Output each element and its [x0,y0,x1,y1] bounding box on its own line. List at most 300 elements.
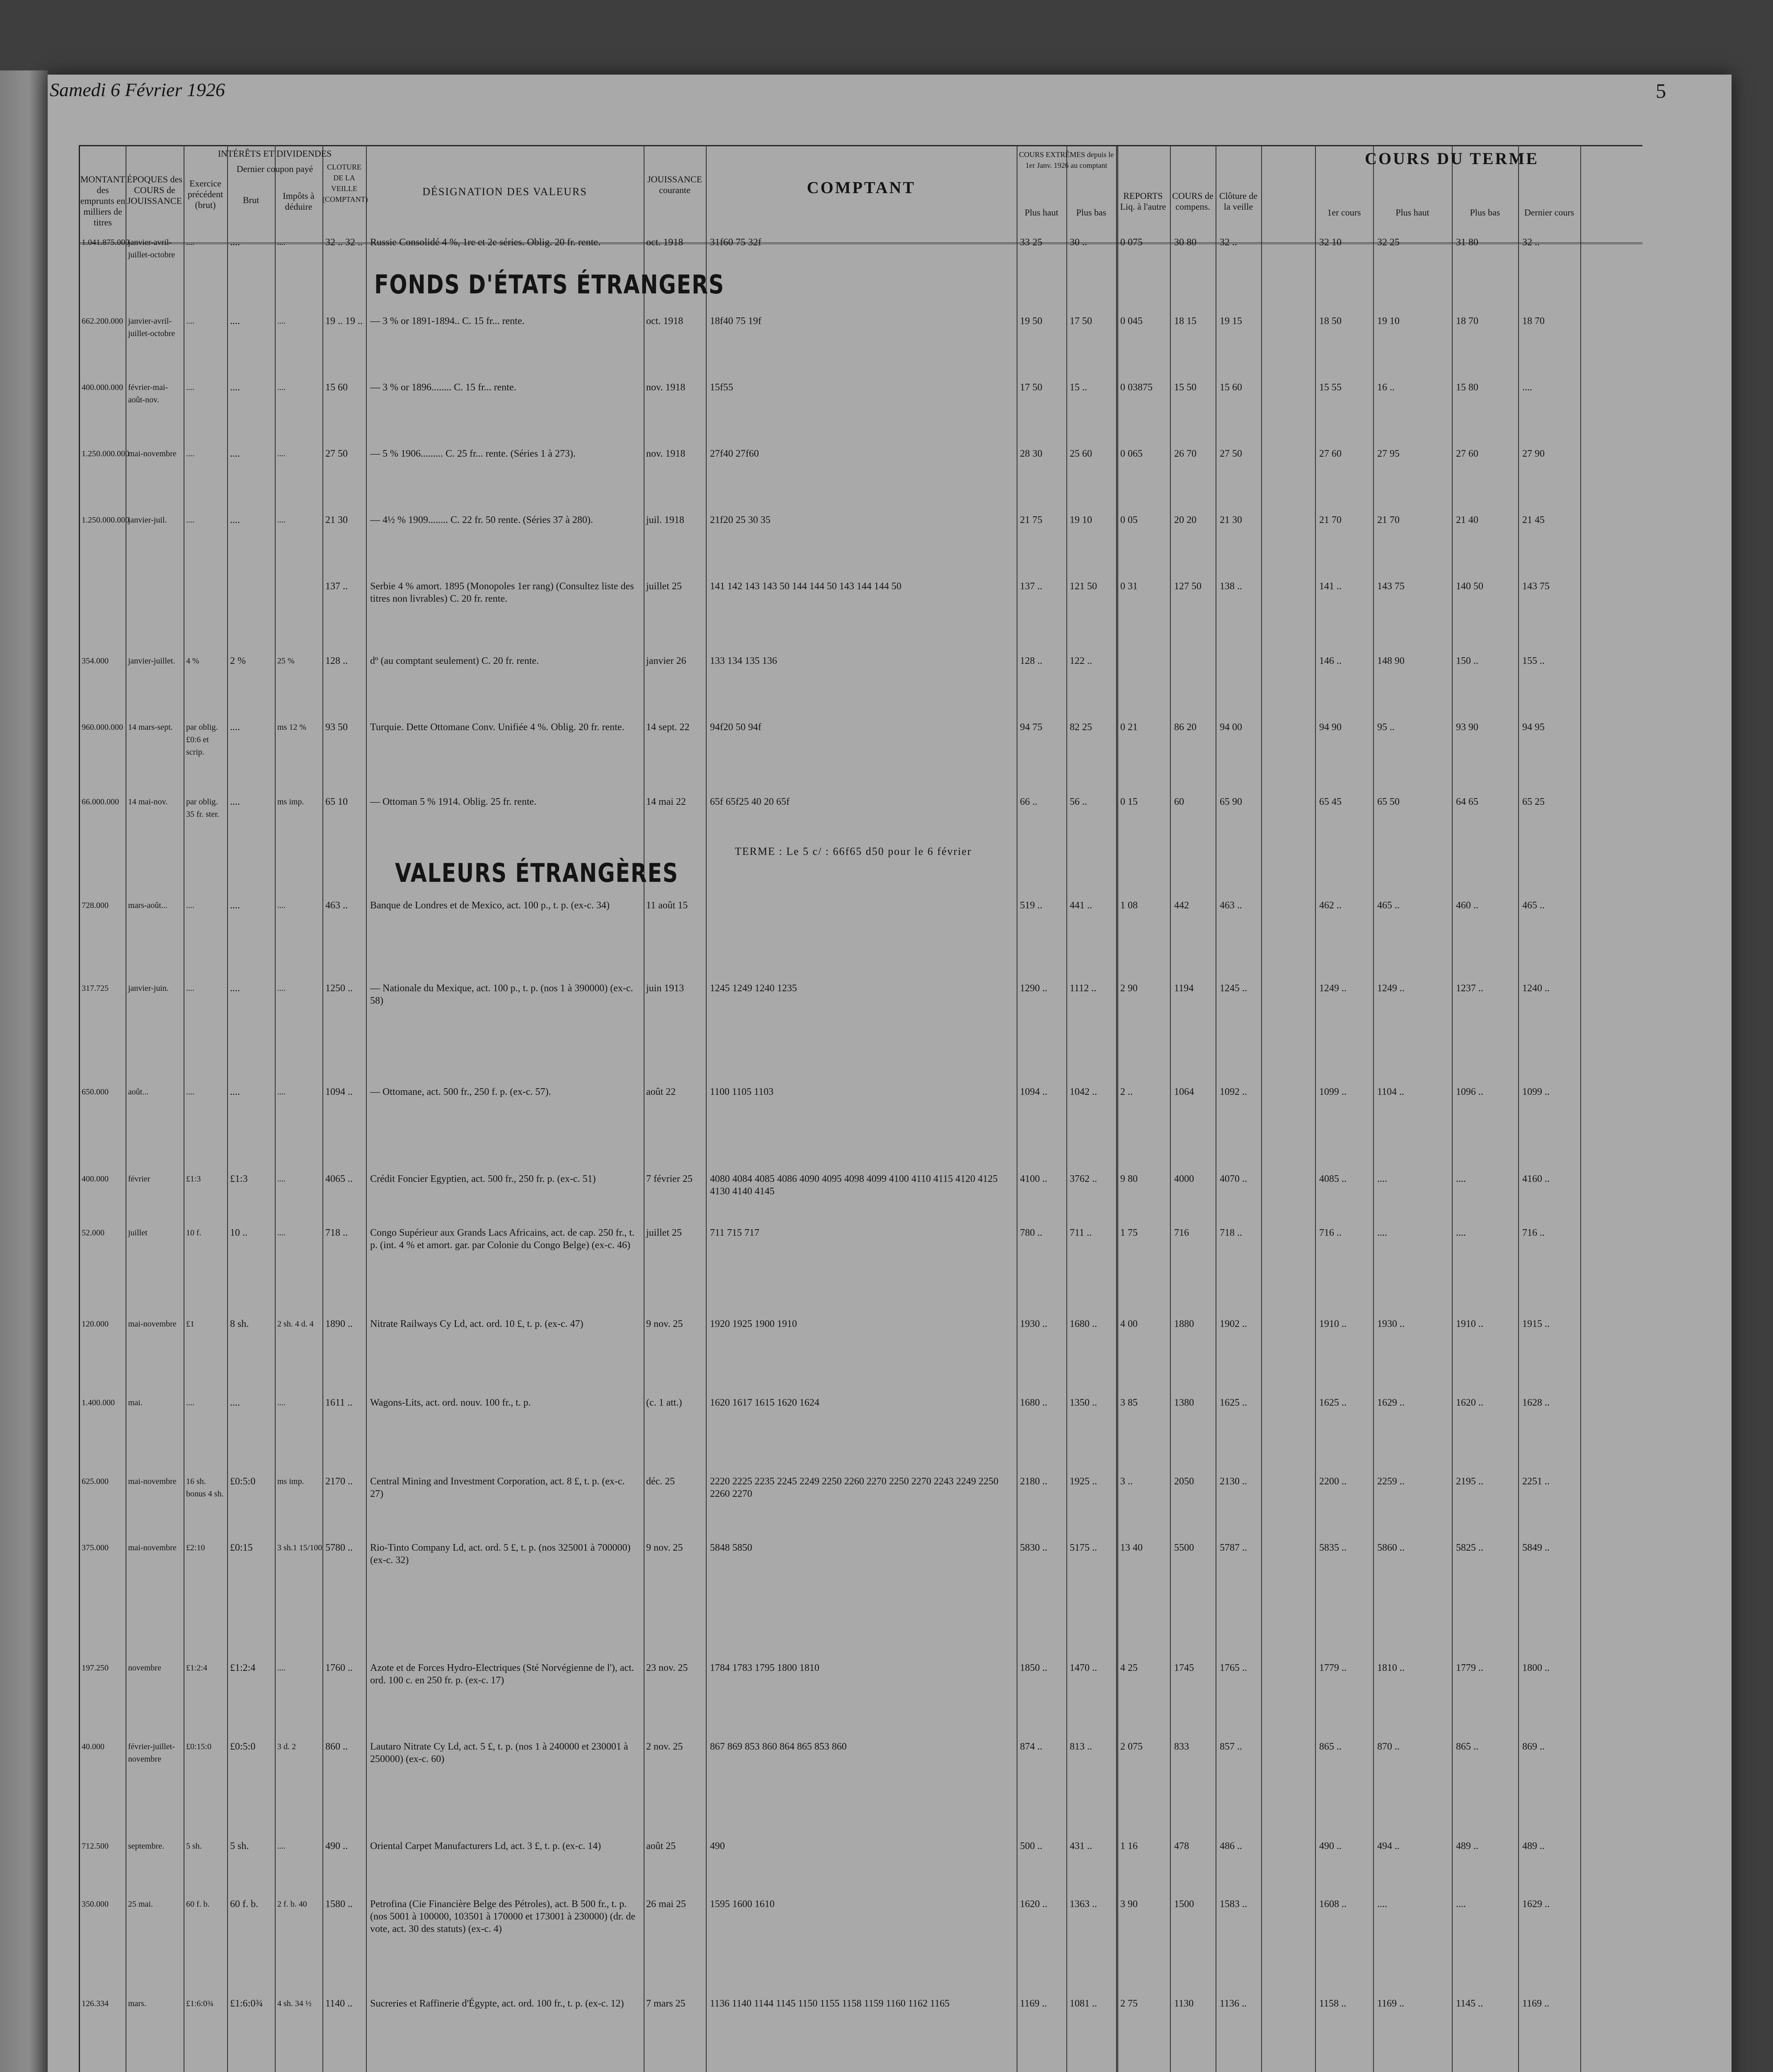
header-cloture: CLOTURE DE LA VEILLE (COMPTANT) [322,163,368,203]
cell-epoque: mai-novembre [128,1477,177,1486]
cell-brut: 8 sh. [230,1319,249,1329]
cell-ph: 519 .. [1020,900,1042,911]
cell-jouis: 14 mai 22 [646,796,686,807]
cell-comptant: 1620 1617 1615 1620 1624 [710,1397,819,1408]
col-line [322,145,323,2072]
cell-ph: 1680 .. [1020,1397,1047,1408]
cell-clot: 860 .. [325,1741,348,1752]
cell-ex: .... [186,1398,194,1407]
cell-pb: 56 .. [1070,796,1087,807]
cell-imp: 3 d. 2 [277,1742,296,1751]
cell-th: 19 10 [1377,316,1400,327]
cell-clot: 65 10 [325,796,348,807]
cell-montant: 662.200.000 [82,317,123,326]
cell-ex: 5 sh. [186,1842,202,1851]
cell-brut: .... [230,983,240,994]
cell-jouis: 9 nov. 25 [646,1319,683,1329]
cell-cv: 486 .. [1220,1841,1242,1852]
cell-imp: 2 sh. 4 d. 4 [277,1319,314,1329]
cell-ph: 2180 .. [1020,1476,1047,1487]
cell-brut: £0:5:0 [230,1476,256,1487]
cell-comptant: 867 869 853 860 864 865 853 860 [710,1741,847,1752]
cell-brut: .... [230,796,240,807]
cell-rep: 4 00 [1120,1319,1138,1329]
cell-td: 1628 .. [1522,1397,1550,1408]
cell-comp: 1130 [1174,1998,1194,2009]
cell-tb: 1910 .. [1456,1319,1483,1329]
cell-t1: 15 55 [1319,382,1342,393]
cell-epoque: mars. [128,1999,146,2008]
header-cours-compens: COURS de compens. [1172,191,1213,212]
cell-ex: 16 sh. bonus 4 sh. [186,1477,224,1498]
cell-desig: Petrofina (Cie Financière Belge des Pétroles), act. B 500 fr., t. p. (nos 5001 à 100000, 103501 à 170000 et 173001 à 230000) (dr. de vote, act. 30 des statuts) (ex-c. 4) [370,1899,635,1934]
cell-tb: 27 60 [1456,448,1478,459]
cell-jouis: 26 mai 25 [646,1899,686,1910]
cell-jouis: déc. 25 [646,1476,675,1487]
cell-comp: 18 15 [1174,316,1197,327]
cell-epoque: février-juillet-novembre [128,1742,175,1764]
cell-td: 27 90 [1522,448,1545,459]
cell-brut: .... [230,237,240,248]
cell-epoque: septembre. [128,1842,165,1851]
cell-cv: 1902 .. [1220,1319,1247,1329]
cell-brut: .... [230,448,240,459]
cell-th: 16 .. [1377,382,1395,393]
cell-imp: .... [277,1228,286,1237]
cell-clot: 1611 .. [325,1397,353,1408]
cell-th: .... [1377,1227,1387,1238]
cell-desig: Banque de Londres et de Mexico, act. 100 p., t. p. (ex-c. 34) [370,900,610,911]
cell-montant: 375.000 [82,1543,109,1552]
cell-ex: .... [186,449,194,458]
cell-desig: dº (au comptant seulement) C. 20 fr. rente. [370,656,539,666]
top-rule [80,145,1642,146]
cell-imp: .... [277,238,286,247]
cell-cv: 1136 .. [1220,1998,1247,2009]
cell-td: 18 70 [1522,316,1545,327]
cell-brut: £1:3 [230,1174,248,1184]
cell-desig: — 3 % or 1891-1894.. C. 15 fr... rente. [370,316,525,327]
cell-ex: £0:15:0 [186,1742,212,1751]
cell-pb: 30 .. [1070,237,1087,248]
cell-jouis: août 22 [646,1087,676,1097]
cell-ex: par oblig. 35 fr. ster. [186,797,219,819]
cell-cv: 27 50 [1220,448,1242,459]
cell-comptant: 18f40 75 19f [710,316,761,327]
cell-tb: 2195 .. [1456,1476,1483,1487]
cell-jouis: nov. 1918 [646,382,685,393]
cell-clot: 4065 .. [325,1174,353,1184]
cell-clot: 19 .. 19 .. [325,316,363,327]
cell-th: 1629 .. [1377,1397,1405,1408]
cell-comp: 1745 [1174,1663,1194,1673]
cell-t1: 462 .. [1319,900,1342,911]
cell-ph: 1094 .. [1020,1087,1047,1097]
cell-rep: 4 25 [1120,1663,1138,1673]
cell-t1: 141 .. [1319,581,1342,592]
cell-ph: 874 .. [1020,1741,1042,1752]
cell-td: 489 .. [1522,1841,1545,1852]
cell-t1: 490 .. [1319,1841,1342,1852]
cell-jouis: oct. 1918 [646,316,683,327]
cell-brut: .... [230,722,240,733]
cell-imp: 4 sh. 34 ½ [277,1999,312,2008]
cell-jouis: 14 sept. 22 [646,722,690,733]
cell-t1: 5835 .. [1319,1542,1347,1553]
cell-t1: 2200 .. [1319,1476,1347,1487]
cell-t1: 865 .. [1319,1741,1342,1752]
cell-clot: 27 50 [325,448,348,459]
cell-tb: 64 65 [1456,796,1478,807]
header-plus-haut: Plus haut [1025,207,1058,218]
cell-pb: 121 50 [1070,581,1097,592]
cell-th: 1930 .. [1377,1319,1405,1329]
cell-ex: 10 f. [186,1228,201,1237]
cell-comp: 2050 [1174,1476,1194,1487]
cell-rep: 0 045 [1120,316,1143,327]
header-terme-plus-bas: Plus bas [1470,207,1500,218]
cell-pb: 5175 .. [1070,1542,1097,1553]
cell-epoque: 14 mars-sept. [128,723,173,732]
cell-desig: — Ottoman 5 % 1914. Oblig. 25 fr. rente. [370,796,537,807]
cell-td: 1240 .. [1522,983,1550,994]
cell-clot: 463 .. [325,900,348,911]
cell-ph: 33 25 [1020,237,1042,248]
cell-brut: .... [230,515,240,525]
cell-rep: 2 .. [1120,1087,1133,1097]
cell-t1: 94 90 [1319,722,1342,733]
section-title-valeurs-etrangeres: VALEURS ÉTRANGÈRES [395,858,679,888]
header-premier-cours: 1er cours [1327,207,1361,218]
cell-cv: 65 90 [1220,796,1242,807]
cell-cv: 1583 .. [1220,1899,1247,1910]
cell-cv: 32 .. [1220,237,1237,248]
header-terme-plus-haut: Plus haut [1395,207,1429,218]
cell-comptant: 1100 1105 1103 [710,1087,774,1097]
cell-montant: 650.000 [82,1087,109,1097]
cell-pb: 82 25 [1070,722,1092,733]
cell-rep: 0 03875 [1120,382,1153,393]
quotation-table [79,145,1642,2072]
cell-t1: 1099 .. [1319,1087,1347,1097]
cell-ex: .... [186,516,194,525]
cell-t1: 1158 .. [1319,1998,1347,2009]
header-brut: Brut [242,195,259,205]
cell-td: 4160 .. [1522,1174,1550,1184]
cell-desig: Sucreries et Raffinerie d'Égypte, act. ord. 100 fr., t. p. (ex-c. 12) [370,1998,624,2009]
cell-tb: 1779 .. [1456,1663,1483,1673]
cell-tb: 1145 .. [1456,1998,1483,2009]
cell-montant: 317.725 [82,984,109,993]
cell-epoque: janvier-avril-juillet-octobre [128,238,175,259]
cell-clot: 128 .. [325,656,348,666]
cell-montant: 1.250.000.000 [82,449,129,458]
header-exercice: Exercice précédent (brut) [187,178,223,210]
col-line [366,145,367,2072]
cell-montant: 40.000 [82,1742,104,1751]
cell-td: 465 .. [1522,900,1545,911]
col-line [1116,145,1118,2072]
cell-th: .... [1377,1899,1387,1910]
cell-clot: 1580 .. [325,1899,353,1910]
cell-comptant: 65f 65f25 40 20 65f [710,796,790,807]
cell-ph: 5830 .. [1020,1542,1047,1553]
cell-rep: 1 08 [1120,900,1138,911]
cell-tb: 460 .. [1456,900,1478,911]
cell-ph: 780 .. [1020,1227,1042,1238]
cell-desig: Nitrate Railways Cy Ld, act. ord. 10 £, t. p. (ex-c. 47) [370,1319,584,1329]
cell-cv: 1625 .. [1220,1397,1247,1408]
cell-imp: 3 sh.1 15/100 [277,1543,322,1552]
cell-cv: 1765 .. [1220,1663,1247,1673]
cell-tb: .... [1456,1899,1466,1910]
cell-ph: 137 .. [1020,581,1042,592]
cell-cv: 463 .. [1220,900,1242,911]
cell-clot: 2170 .. [325,1476,353,1487]
cell-ph: 4100 .. [1020,1174,1047,1184]
cell-brut: .... [230,316,240,327]
cell-cv: 19 15 [1220,316,1242,327]
cell-jouis: nov. 1918 [646,448,685,459]
cell-pb: 1081 .. [1070,1998,1097,2009]
cell-rep: 2 90 [1120,983,1138,994]
cell-tb: 5825 .. [1456,1542,1483,1553]
cell-comptant: 1920 1925 1900 1910 [710,1319,797,1329]
cell-comp: 1380 [1174,1397,1194,1408]
cell-ph: 66 .. [1020,796,1037,807]
cell-pb: 19 10 [1070,515,1092,525]
cell-ph: 19 50 [1020,316,1042,327]
cell-epoque: mai-novembre [128,1543,177,1552]
cell-jouis: 11 août 15 [646,900,688,911]
cell-imp: .... [277,1174,286,1184]
cell-td: 716 .. [1522,1227,1545,1238]
cell-td: 143 75 [1522,581,1550,592]
cell-clot: 1760 .. [325,1663,353,1673]
cell-clot: 718 .. [325,1227,348,1238]
cell-epoque: novembre [128,1663,161,1673]
cell-td: 1169 .. [1522,1998,1550,2009]
cell-tb: 489 .. [1456,1841,1478,1852]
cell-epoque: janvier-avril-juillet-octobre [128,317,175,338]
cell-th: 65 50 [1377,796,1400,807]
cell-jouis: 9 nov. 25 [646,1542,683,1553]
cell-th: 494 .. [1377,1841,1400,1852]
cell-comp: 716 [1174,1227,1189,1238]
cell-ph: 94 75 [1020,722,1042,733]
cell-desig: Lautaro Nitrate Cy Ld, act. 5 £, t. p. (nos 1 à 240000 et 230001 à 250000) (ex-c. 60) [370,1741,628,1765]
cell-ph: 500 .. [1020,1841,1042,1852]
cell-comptant: 5848 5850 [710,1542,752,1553]
cell-desig: Oriental Carpet Manufacturers Ld, act. 3 £, t. p. (ex-c. 14) [370,1841,601,1852]
cell-td: 1915 .. [1522,1319,1550,1329]
cell-montant: 1.250.000.000 [82,516,129,525]
cell-clot: 93 50 [325,722,348,733]
cell-th: 143 75 [1377,581,1405,592]
cell-pb: 813 .. [1070,1741,1092,1752]
cell-td: 21 45 [1522,515,1545,525]
cell-ph: 28 30 [1020,448,1042,459]
cell-clot: 21 30 [325,515,348,525]
cell-pb: 431 .. [1070,1841,1092,1852]
cell-tb: 150 .. [1456,656,1478,666]
cell-clot: 490 .. [325,1841,348,1852]
cell-rep: 1 16 [1120,1841,1138,1852]
cell-imp: .... [277,984,286,993]
cell-imp: ms imp. [277,1477,304,1486]
col-line [706,145,707,2072]
cell-brut: 10 .. [230,1227,247,1238]
cell-t1: 1249 .. [1319,983,1347,994]
cell-clot: 137 .. [325,581,348,592]
col-line [1066,145,1067,2072]
cell-td: 1629 .. [1522,1899,1550,1910]
cell-tb: 140 50 [1456,581,1483,592]
cell-montant: 728.000 [82,901,109,910]
header-plus-bas: Plus bas [1076,207,1107,218]
cell-ph: 128 .. [1020,656,1042,666]
cell-montant: 126.334 [82,1999,109,2008]
cell-pb: 1680 .. [1070,1319,1097,1329]
cell-td: 1099 .. [1522,1087,1550,1097]
cell-imp: .... [277,901,286,910]
col-line [1580,145,1581,2072]
cell-clot: 1890 .. [325,1319,353,1329]
cell-tb: 1096 .. [1456,1087,1483,1097]
cell-desig: Crédit Foncier Egyptien, act. 500 fr., 250 fr. p. (ex-c. 51) [370,1174,596,1184]
cell-tb: 31 80 [1456,237,1478,248]
cell-ex: .... [186,984,194,993]
cell-clot: 32 .. 32 .. [325,237,363,248]
cell-th: 32 25 [1377,237,1400,248]
cell-pb: 1470 .. [1070,1663,1097,1673]
cell-th: 1810 .. [1377,1663,1405,1673]
cell-th: 1169 .. [1377,1998,1405,2009]
header-cours-du-terme: COURS DU TERME [1365,149,1539,168]
col-line [1261,145,1262,2072]
cell-epoque: 14 mai-nov. [128,797,168,806]
cell-rep: 0 15 [1120,796,1138,807]
cell-th: 21 70 [1377,515,1400,525]
cell-td: 1800 .. [1522,1663,1550,1673]
cell-ex: £2:10 [186,1543,205,1552]
col-line [1373,145,1374,2072]
cell-desig: Rio-Tinto Company Ld, act. ord. 5 £, t. p. (nos 325001 à 700000) (ex-c. 32) [370,1542,631,1566]
cell-jouis: juillet 25 [646,1227,682,1238]
cell-brut: .... [230,1087,240,1097]
cell-montant: 52.000 [82,1228,104,1237]
cell-comp: 1880 [1174,1319,1194,1329]
header-designation: DÉSIGNATION DES VALEURS [422,186,587,198]
cell-td: 5849 .. [1522,1542,1550,1553]
cell-jouis: juin 1913 [646,983,684,994]
cell-comp: 127 50 [1174,581,1201,592]
cell-montant: 66.000.000 [82,797,119,806]
cell-rep: 3 90 [1120,1899,1138,1910]
cell-montant: 120.000 [82,1319,109,1329]
col-line [1518,145,1519,2072]
cell-imp: .... [277,1398,286,1407]
cell-t1: 1608 .. [1319,1899,1347,1910]
cell-ex: £1:2:4 [186,1663,208,1673]
cell-desig: Central Mining and Investment Corporation, act. 8 £, t. p. (ex-c. 27) [370,1476,625,1499]
cell-ex: £1 [186,1319,194,1329]
cell-desig: — 5 % 1906......... C. 25 fr... rente. (Séries 1 à 273). [370,448,576,459]
term-note: TERME : Le 5 c/ : 66f65 d50 pour le 6 février [735,845,972,857]
header-cours-extremes: COURS EXTRÊMES depuis le 1er Janv. 1926 au comptant [1019,150,1114,169]
col-line [1452,145,1453,2072]
cell-epoque: juillet [128,1228,148,1237]
cell-desig: Congo Supérieur aux Grands Lacs Africains, act. de cap. 250 fr., t. p. (int. 4 % et amort. gar. par Colonie du Congo Belge) (ex-c. 46) [370,1227,635,1251]
section-title-fonds-etats: FONDS D'ÉTATS ÉTRANGERS [374,269,725,300]
cell-t1: 65 45 [1319,796,1342,807]
cell-cv: 21 30 [1220,515,1242,525]
cell-td: 94 95 [1522,722,1545,733]
cell-comptant: 31f60 75 32f [710,237,761,248]
cell-tb: .... [1456,1227,1466,1238]
cell-ph: 1850 .. [1020,1663,1047,1673]
header-comptant: COMPTANT [807,178,916,197]
cell-comptant: 1595 1600 1610 [710,1899,775,1910]
cell-imp: 2 f. b. 40 [277,1900,307,1909]
cell-imp: ms imp. [277,797,304,806]
cell-pb: 1042 .. [1070,1087,1097,1097]
cell-ex: .... [186,1087,194,1097]
cell-epoque: mai-novembre [128,1319,177,1329]
cell-cv: 5787 .. [1220,1542,1247,1553]
cell-brut: £1:2:4 [230,1663,256,1673]
cell-brut: £0:5:0 [230,1741,256,1752]
cell-brut: .... [230,382,240,393]
cell-comptant: 15f55 [710,382,733,393]
cell-comptant: 27f40 27f60 [710,448,759,459]
cell-tb: 15 80 [1456,382,1478,393]
cell-clot: 5780 .. [325,1542,353,1553]
cell-comptant: 2220 2225 2235 2245 2249 2250 2260 2270 2250 2270 2243 2249 2250 2260 2270 [710,1476,998,1499]
cell-ph: 1620 .. [1020,1899,1047,1910]
cell-comp: 478 [1174,1841,1189,1852]
cell-ph: 21 75 [1020,515,1042,525]
cell-clot: 1094 .. [325,1087,353,1097]
cell-th: 27 95 [1377,448,1400,459]
cell-cv: 1245 .. [1220,983,1247,994]
cell-comptant: 1784 1783 1795 1800 1810 [710,1663,819,1673]
cell-comp: 20 20 [1174,515,1197,525]
cell-cv: 138 .. [1220,581,1242,592]
cell-th: 465 .. [1377,900,1400,911]
cell-ex: .... [186,901,194,910]
cell-comp: 1194 [1174,983,1194,994]
cell-brut: .... [230,1397,240,1408]
cell-comptant: 1136 1140 1144 1145 1150 1155 1158 1159 1160 1162 1165 [710,1998,950,2009]
header-cloture-veille: Clôture de la veille [1219,191,1258,212]
cell-ex: 4 % [186,656,199,666]
cell-t1: 32 10 [1319,237,1342,248]
cell-ex: £1:6:0¾ [186,1999,214,2008]
cell-desig: — 4½ % 1909........ C. 22 fr. 50 rente. (Séries 37 à 280). [370,515,593,525]
cell-jouis: juillet 25 [646,581,682,592]
cell-montant: 1.041.875.000 [82,238,129,247]
cell-th: 95 .. [1377,722,1395,733]
cell-tb: 93 90 [1456,722,1478,733]
header-reports: REPORTS Liq. à l'autre [1120,191,1166,212]
cell-rep: 0 065 [1120,448,1143,459]
cell-imp: .... [277,1663,286,1673]
cell-comptant: 1245 1249 1240 1235 [710,983,797,994]
col-line [275,145,276,2072]
cell-desig: — Ottomane, act. 500 fr., 250 f. p. (ex-c. 57). [370,1087,551,1097]
cell-cv: 4070 .. [1220,1174,1247,1184]
